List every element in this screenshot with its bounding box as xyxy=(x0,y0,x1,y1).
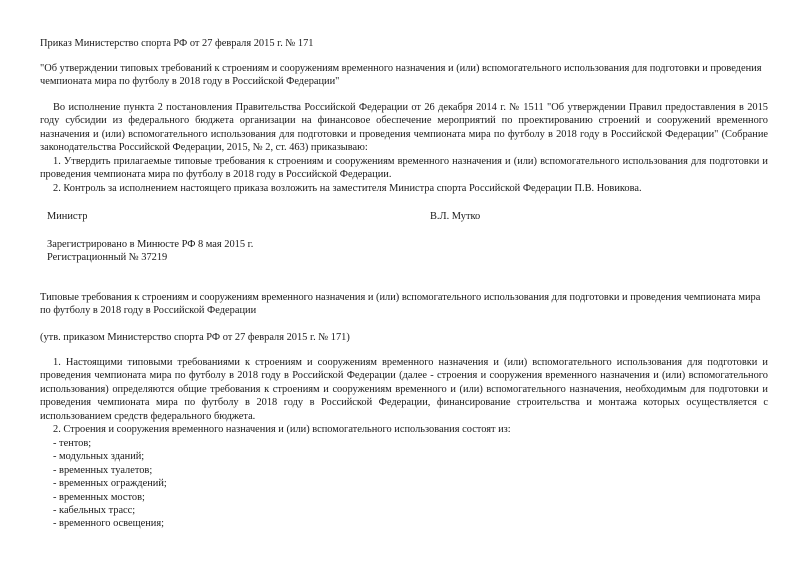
preamble: Во исполнение пункта 2 постановления Правительства Российской Федерации от 26 декабря 2014 г. № 1511 "Об утверждении Правил предоставления в 2015 году субсидии из федерального бюджета организации на финансовое обеспечение мероприятий по проектированию строений и сооружений временного назначения и (или) вспомогательного использования для подготовки и проведения чемпионата мира по футболу в 2018 году в Российской Федерации" (Собрание законодательства Российской Федерации, 2015, № 2, ст. 463) приказываю: xyxy=(40,102,768,154)
signature-position: Министр xyxy=(47,211,88,222)
list-item: - модульных зданий; xyxy=(53,451,145,463)
annex-list xyxy=(53,437,453,531)
list-item: - временных мостов; xyxy=(53,491,145,503)
order-item-1: 1. Утвердить прилагаемые типовые требования к строениям и сооружениям временного назначения и (или) вспомогательного использования для подготовки и проведения чемпионата мира по футболу в 2018 году в Российской Федерации. xyxy=(40,156,768,181)
signature-name: В.Л. Мутко xyxy=(430,211,481,222)
list-item: - тентов; xyxy=(53,438,92,449)
list-item: - временных туалетов; xyxy=(53,464,153,476)
order-title: "Об утверждении типовых требований к строениям и сооружениям временного назначения и (или) вспомогательного использования для подготовки и проведения чемпионата мира по футболу в 2018 году в Российской Федерации" xyxy=(40,63,762,88)
list-item: - временных ограждений; xyxy=(53,478,167,490)
annex-title: Типовые требования к строениям и сооружениям временного назначения и (или) вспомогательного использования для подготовки и проведения чемпионата мира по футболу в 2018 году в Российской Федерации xyxy=(40,292,761,317)
list-item: - кабельных трасс; xyxy=(53,505,136,517)
annex-paragraph-2: 2. Строения и сооружения временного назначения и (или) вспомогательного использования состоят из: xyxy=(53,424,511,435)
annex-approval: (утв. приказом Министерство спорта РФ от 27 февраля 2015 г. № 171) xyxy=(40,332,350,343)
order-item-2: 2. Контроль за исполнением настоящего приказа возложить на заместителя Министра спорта Российской Федерации П.В. Новикова. xyxy=(53,183,642,194)
list-item: - временного освещения; xyxy=(53,518,164,530)
registration-date: Зарегистрировано в Минюсте РФ 8 мая 2015 г. xyxy=(47,239,254,250)
annex-paragraph-1: 1. Настоящими типовыми требованиями к строениям и сооружениям временного назначения и (или) вспомогательного использования для подготовки и проведения чемпионата мира по футболу в 2018 году в Российской Федерации (далее - строения и сооружения временного назначения и (или) вспомогательного использования) определяются общие требования к строениям и сооружениям временного и (или) вспомогательного назначения, необходимым для подготовки и проведения чемпионата мира по футболу в 2018 году в Российской Федерации, финансирование строительства и монтажа которых осуществляется с использованием средств федерального бюджета. xyxy=(40,357,768,422)
registration-number: Регистрационный № 37219 xyxy=(47,252,168,263)
order-heading: Приказ Министерство спорта РФ от 27 февраля 2015 г. № 171 xyxy=(40,38,314,49)
